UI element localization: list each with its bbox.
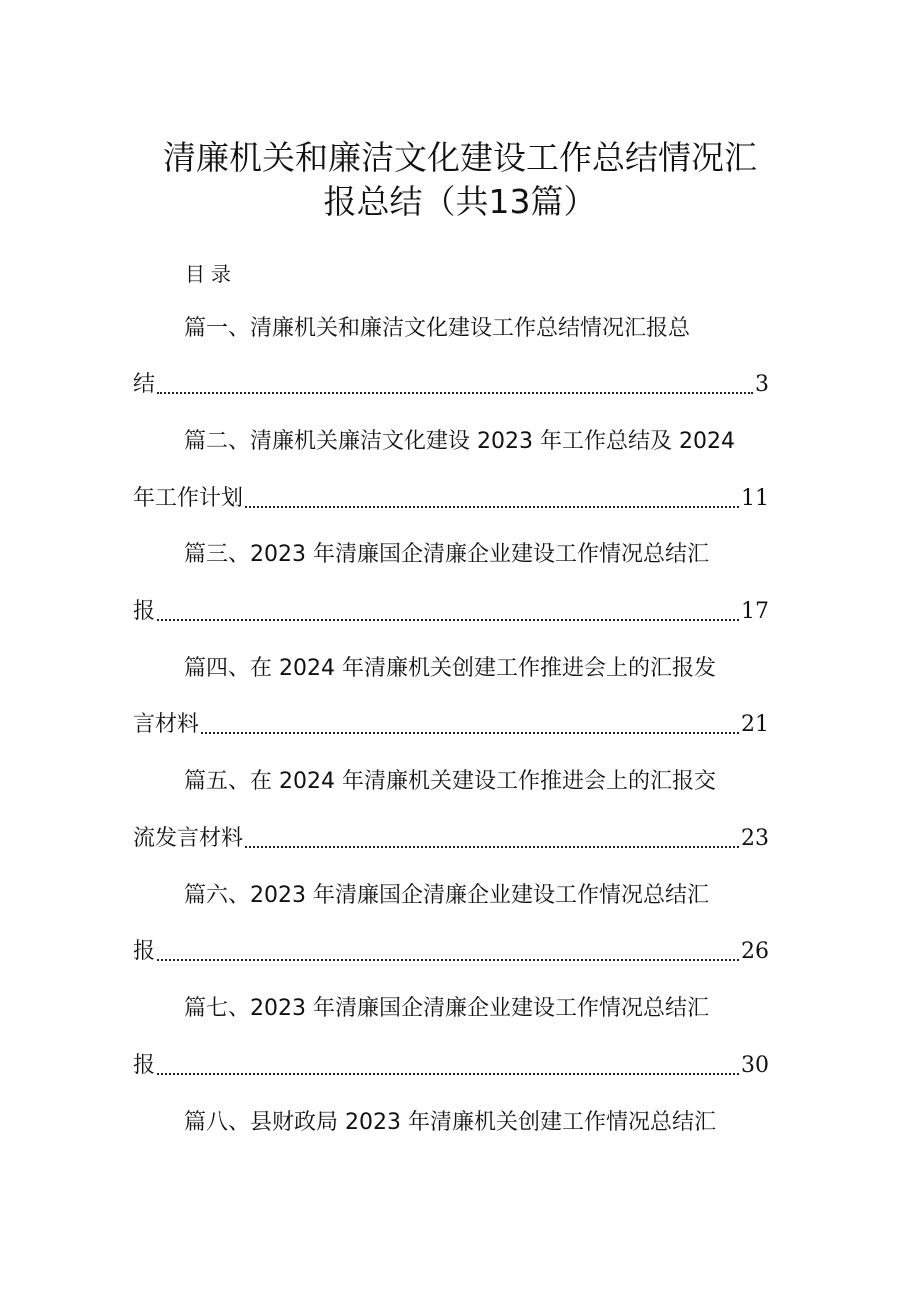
toc-entry-5-continuation[interactable] [133,822,769,856]
toc-entry-1-continuation[interactable] [133,368,769,402]
toc-entry-2-continuation[interactable] [133,482,769,516]
toc-entry-3-page-number: 17 [741,599,769,624]
document-title-line-1: 清廉机关和廉洁文化建设工作总结情况汇 [163,138,757,177]
toc-heading: 目录 [185,262,237,286]
toc-entry-5-leader [245,846,739,848]
toc-entry-5-title[interactable]: 篇五、在 2024 年清廉机关建设工作推进会上的汇报交 [184,769,716,794]
toc-entry-3-tail: 报 [133,599,156,624]
toc-entry-6-continuation[interactable] [133,935,769,969]
toc-entry-2-page-number: 11 [741,486,769,511]
toc-entry-4-tail: 言材料 [133,712,200,737]
toc-entry-7-title[interactable]: 篇七、2023 年清廉国企清廉企业建设工作情况总结汇 [184,996,709,1021]
toc-entry-1-tail: 结 [133,372,156,397]
toc-entry-6-page-number: 26 [741,939,769,964]
toc-entry-5-page-number: 23 [741,826,769,851]
toc-entry-4-leader [201,732,739,734]
toc-entry-1-title[interactable]: 篇一、清廉机关和廉洁文化建设工作总结情况汇报总 [184,316,691,341]
toc-entry-4-continuation[interactable] [133,708,769,742]
toc-entry-3-leader [157,619,739,621]
document-title-line-2: 报总结（共13篇） [323,182,597,221]
toc-entry-7-leader [157,1073,739,1075]
toc-entry-1-page-number: 3 [755,372,769,397]
toc-entry-2-tail: 年工作计划 [133,486,244,511]
toc-entry-6-tail: 报 [133,939,156,964]
toc-entry-2-leader [245,506,739,508]
toc-entry-7-tail: 报 [133,1053,156,1078]
toc-entry-4-title[interactable]: 篇四、在 2024 年清廉机关创建工作推进会上的汇报发 [184,656,716,681]
toc-entry-6-leader [157,959,739,961]
toc-entry-7-continuation[interactable] [133,1049,769,1083]
toc-entry-3-title[interactable]: 篇三、2023 年清廉国企清廉企业建设工作情况总结汇 [184,542,709,567]
toc-entry-6-title[interactable]: 篇六、2023 年清廉国企清廉企业建设工作情况总结汇 [184,883,709,908]
toc-entry-7-page-number: 30 [741,1053,769,1078]
toc-entry-2-title[interactable]: 篇二、清廉机关廉洁文化建设 2023 年工作总结及 2024 [184,429,735,454]
toc-entry-3-continuation[interactable] [133,595,769,629]
toc-entry-1-leader [157,392,753,394]
toc-entry-5-tail: 流发言材料 [133,826,244,851]
toc-entry-8-title[interactable]: 篇八、县财政局 2023 年清廉机关创建工作情况总结汇 [184,1110,716,1135]
toc-entry-4-page-number: 21 [741,712,769,737]
